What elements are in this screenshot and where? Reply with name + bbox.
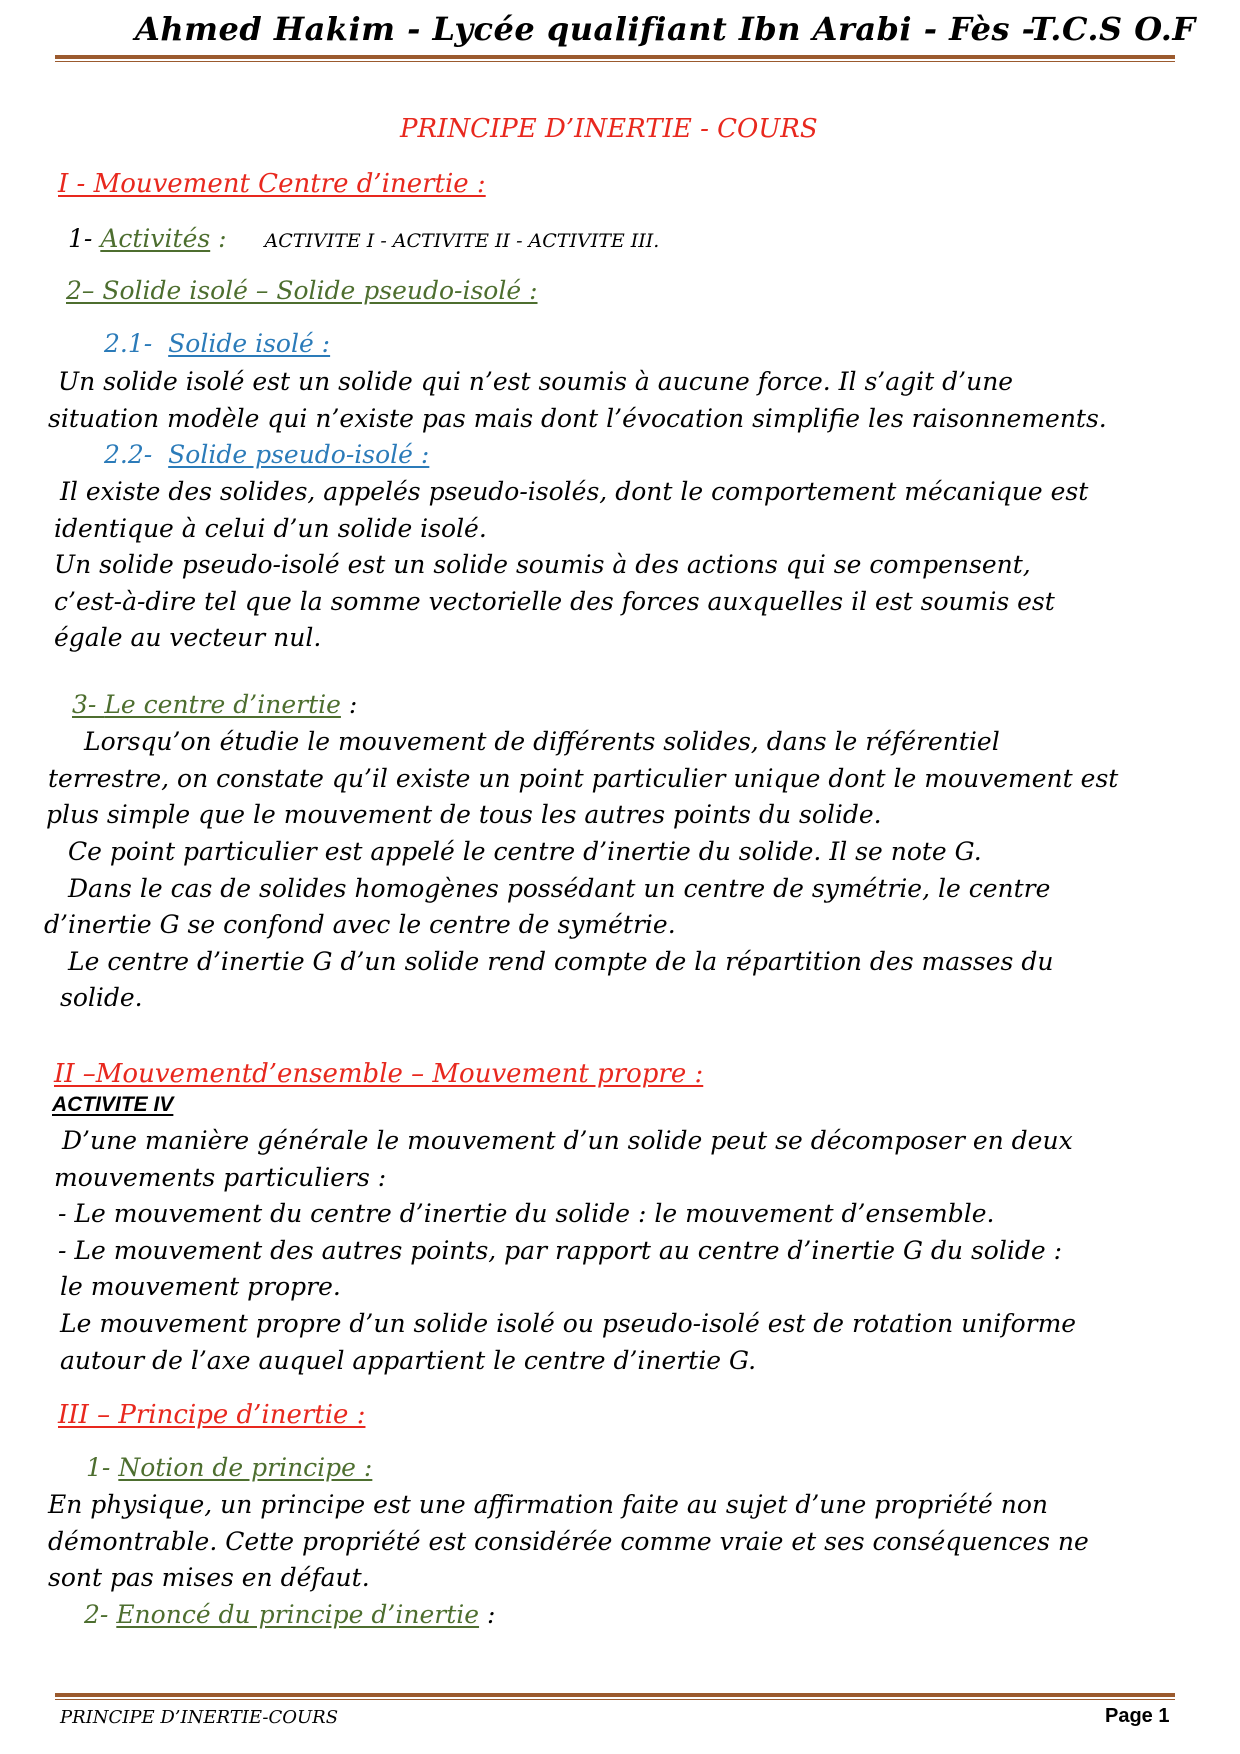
- paragraph-line: sont pas mises en défaut.: [48, 1563, 370, 1592]
- paragraph-line: solide.: [60, 983, 143, 1012]
- paragraph-line: égale au vecteur nul.: [54, 623, 322, 652]
- list-item: - Le mouvement des autres points, par rapport au centre d’inertie G du solide :: [58, 1236, 1063, 1265]
- paragraph-line: identique à celui d’un solide isolé.: [54, 514, 487, 543]
- sub-3-2-number: 2-: [84, 1600, 117, 1629]
- paragraph-line: Il existe des solides, appelés pseudo-isolés, dont le comportement mécanique est: [60, 477, 1089, 506]
- sub-3-colon: :: [340, 690, 358, 719]
- sub-3-2-label: Enoncé du principe d’inertie: [116, 1600, 480, 1629]
- header-title: Ahmed Hakim - Lycée qualifiant Ibn Arabi - Fès -T.C.S O.F: [135, 10, 1196, 48]
- paragraph-line: le mouvement propre.: [60, 1272, 341, 1301]
- sub-3-2-colon: :: [479, 1600, 496, 1629]
- paragraph-line: démontrable. Cette propriété est considérée comme vraie et ses conséquences ne: [48, 1527, 1089, 1556]
- sub-2-2-number: 2.2-: [104, 440, 161, 469]
- paragraph-line: situation modèle qui n’existe pas mais dont l’évocation simplifie les raisonnements.: [48, 404, 1107, 433]
- paragraph-line: Lorsqu’on étudie le mouvement de différents solides, dans le référentiel: [84, 727, 1000, 756]
- sub-2-heading: 2– Solide isolé – Solide pseudo-isolé :: [66, 276, 538, 305]
- paragraph-line: En physique, un principe est une affirmation faite au sujet d’une propriété non: [48, 1490, 1049, 1519]
- section-3-heading: III – Principe d’inertie :: [58, 1400, 366, 1430]
- sub-2-1-label: Solide isolé :: [168, 329, 331, 358]
- sub-1-activities: [68, 224, 659, 253]
- page-number: Page 1: [1105, 1705, 1170, 1727]
- paragraph-line: plus simple que le mouvement de tous les autres points du solide.: [46, 800, 882, 829]
- paragraph-line: d’inertie G se confond avec le centre de symétrie.: [44, 910, 676, 939]
- sub-2-1-heading: [104, 329, 330, 358]
- activities-list: ACTIVITE I - ACTIVITE II - ACTIVITE III.: [264, 230, 660, 252]
- activity-4-label: ACTIVITE IV: [52, 1093, 174, 1116]
- sub-3-label: Le centre d’inertie: [104, 690, 341, 719]
- sub-1-colon: :: [210, 224, 227, 253]
- sub-3-number: 3-: [72, 690, 105, 719]
- sub-2-1-number: 2.1-: [104, 329, 161, 358]
- sub-3-heading: [72, 690, 357, 719]
- paragraph-line: mouvements particuliers :: [54, 1163, 387, 1192]
- sub-3-1-label: Notion de principe :: [118, 1453, 373, 1482]
- paragraph-line: Un solide pseudo-isolé est un solide soumis à des actions qui se compensent,: [54, 550, 1031, 579]
- paragraph-line: autour de l’axe auquel appartient le centre d’inertie G.: [60, 1346, 757, 1375]
- document-title: PRINCIPE D’INERTIE - COURS: [400, 114, 818, 144]
- footer-rule: [55, 1693, 1175, 1700]
- list-item: - Le mouvement du centre d’inertie du solide : le mouvement d’ensemble.: [58, 1199, 995, 1228]
- footer-title: PRINCIPE D’INERTIE-COURS: [60, 1707, 339, 1728]
- sub-1-label: Activités: [100, 224, 211, 253]
- paragraph-line: Ce point particulier est appelé le centre d’inertie du solide. Il se note G.: [68, 837, 982, 866]
- paragraph-line: c’est-à-dire tel que la somme vectorielle des forces auxquelles il est soumis est: [54, 587, 1055, 616]
- header-rule: [55, 55, 1175, 62]
- section-1-heading: I - Mouvement Centre d’inertie :: [58, 169, 486, 199]
- paragraph-line: D’une manière générale le mouvement d’un solide peut se décomposer en deux: [62, 1126, 1073, 1155]
- sub-2-2-label: Solide pseudo-isolé :: [168, 440, 430, 469]
- paragraph-line: terrestre, on constate qu’il existe un point particulier unique dont le mouvement est: [48, 764, 1119, 793]
- section-2-heading: II –Mouvementd’ensemble – Mouvement propre :: [54, 1059, 704, 1089]
- paragraph-line: Dans le cas de solides homogènes possédant un centre de symétrie, le centre: [68, 874, 1051, 903]
- sub-1-number: 1-: [68, 224, 101, 253]
- sub-3-1-number: 1-: [86, 1453, 119, 1482]
- paragraph-line: Le centre d’inertie G d’un solide rend compte de la répartition des masses du: [68, 947, 1054, 976]
- sub-3-2-heading: [84, 1600, 495, 1629]
- sub-2-2-heading: [104, 440, 429, 469]
- sub-3-1-heading: [86, 1453, 372, 1482]
- paragraph-line: Le mouvement propre d’un solide isolé ou pseudo-isolé est de rotation uniforme: [60, 1309, 1077, 1338]
- paragraph-line: Un solide isolé est un solide qui n’est soumis à aucune force. Il s’agit d’une: [58, 367, 1014, 396]
